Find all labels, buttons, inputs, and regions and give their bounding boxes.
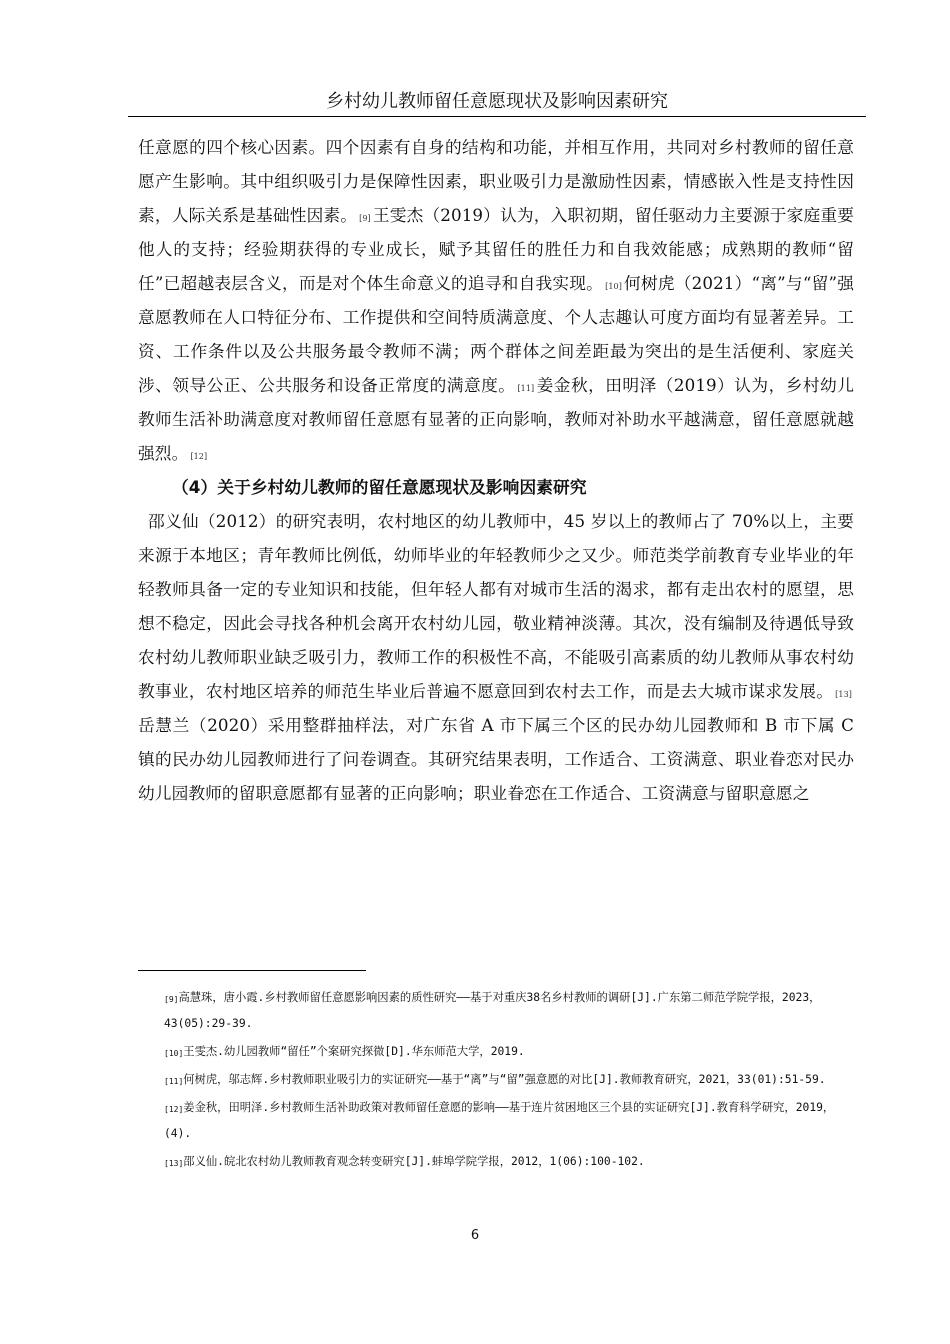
- paragraph-1-text-b: 王雯杰（2019）认为，入职初期，留任驱动力主要源于家庭重要他人的支持；经验期获得的专业成长，赋予其留任的胜任力和自我效能感；成熟期的教师“留任”已超越表层含义，而是对个体生命意义的追寻和自我实现。: [138, 205, 854, 293]
- paragraph-1-text-a: 任意愿的四个核心因素。四个因素有自身的结构和功能，并相互作用，共同对乡村教师的留任意愿产生影响。其中组织吸引力是保障性因素，职业吸引力是激励性因素，情感嵌入性是支持性因素，人际关系是基础性因素。: [138, 137, 854, 225]
- footnote: [138, 1039, 854, 1065]
- paragraph-1: [138, 130, 854, 470]
- footnote: [138, 1095, 854, 1147]
- section-heading: （4）关于乡村幼儿教师的留任意愿现状及影响因素研究: [172, 477, 587, 497]
- footnote-text: 何树虎，邬志辉.乡村教师职业吸引力的实证研究——基于“离”与“留”强意愿的对比[J].教师教育研究，2021，33(01):51-59.: [183, 1073, 826, 1086]
- running-header: 乡村幼儿教师留任意愿现状及影响因素研究: [326, 91, 668, 112]
- citation-ref: [11]: [517, 384, 535, 393]
- citation-ref: [12]: [190, 452, 208, 461]
- footnote-ref: [11]: [164, 1077, 184, 1086]
- footnote: [138, 985, 854, 1037]
- footnote-ref: [10]: [164, 1049, 184, 1058]
- footnote: [138, 1149, 854, 1175]
- citation-ref: [13]: [835, 690, 852, 699]
- paragraph-1-text-c: 何树虎（2021）“离”与“留”强意愿教师在人口特征分布、工作提供和空间特质满意度、个人志趣认可度方面均有显著差异。工资、工作条件以及公共服务最令教师不满；两个群体之间差距最为突出的是生活便利、家庭关涉、领导公正、公共服务和设备正常度的满意度。: [138, 273, 855, 395]
- footnote-ref: [9]: [164, 995, 179, 1004]
- footnote: [138, 1067, 854, 1093]
- paragraph-2-text-b: 岳慧兰（2020）采用整群抽样法，对广东省 A 市下属三个区的民办幼儿园教师和 B 市下属 C 镇的民办幼儿园教师进行了问卷调查。其研究结果表明，工作适合、工资满意、职业眷恋对民办幼儿园教师的留职意愿都有显著的正向影响；职业眷恋在工作适合、工资满意与留职意愿之: [138, 715, 854, 803]
- footnote-text: 王雯杰.幼儿园教师“留任”个案研究探微[D].华东师范大学，2019.: [183, 1045, 525, 1058]
- page-number: 6: [470, 1228, 480, 1243]
- header-rule: [128, 116, 866, 117]
- footnote-text: 姜金秋，田明泽.乡村教师生活补助政策对教师留任意愿的影响——基于连片贫困地区三个县的实证研究[J].教育科学研究，2019，(4).: [164, 1101, 835, 1140]
- footnote-rule: [138, 970, 366, 971]
- paragraph-1-text-d: 姜金秋，田明泽（2019）认为，乡村幼儿教师生活补助满意度对教师留任意愿有显著的正向影响，教师对补助水平越满意，留任意愿就越强烈。: [138, 375, 854, 463]
- citation-ref: [9]: [359, 214, 371, 223]
- body-text: [138, 130, 854, 810]
- footnote-ref: [13]: [164, 1159, 184, 1168]
- paragraph-2: [138, 504, 854, 810]
- footnote-text: 高慧珠，唐小霞.乡村教师留任意愿影响因素的质性研究——基于对重庆38名乡村教师的调研[J].广东第二师范学院学报，2023，43(05):29-39.: [164, 991, 821, 1030]
- footnote-text: 邵义仙.皖北农村幼儿教师教育观念转变研究[J].蚌埠学院学报，2012，1(06):100-102.: [183, 1155, 645, 1168]
- footnotes: [138, 985, 854, 1177]
- footnote-ref: [12]: [164, 1105, 184, 1114]
- citation-ref: [10]: [605, 282, 622, 291]
- paragraph-2-text-a: 邵义仙（2012）的研究表明，农村地区的幼儿教师中，45 岁以上的教师占了 70%以上，主要来源于本地区；青年教师比例低，幼师毕业的年轻教师少之又少。师范类学前教育专业毕业的年轻教师具备一定的专业知识和技能，但年轻人都有对城市生活的渴求，都有走出农村的愿望，思想不稳定，因此会寻找各种机会离开农村幼儿园，敬业精神淡薄。其次，没有编制及待遇低导致农村幼儿教师职业缺乏吸引力，教师工作的积极性不高，不能吸引高素质的幼儿教师从事农村幼教事业，农村地区培养的师范生毕业后普遍不愿意回到农村去工作，而是去大城市谋求发展。: [138, 511, 854, 701]
